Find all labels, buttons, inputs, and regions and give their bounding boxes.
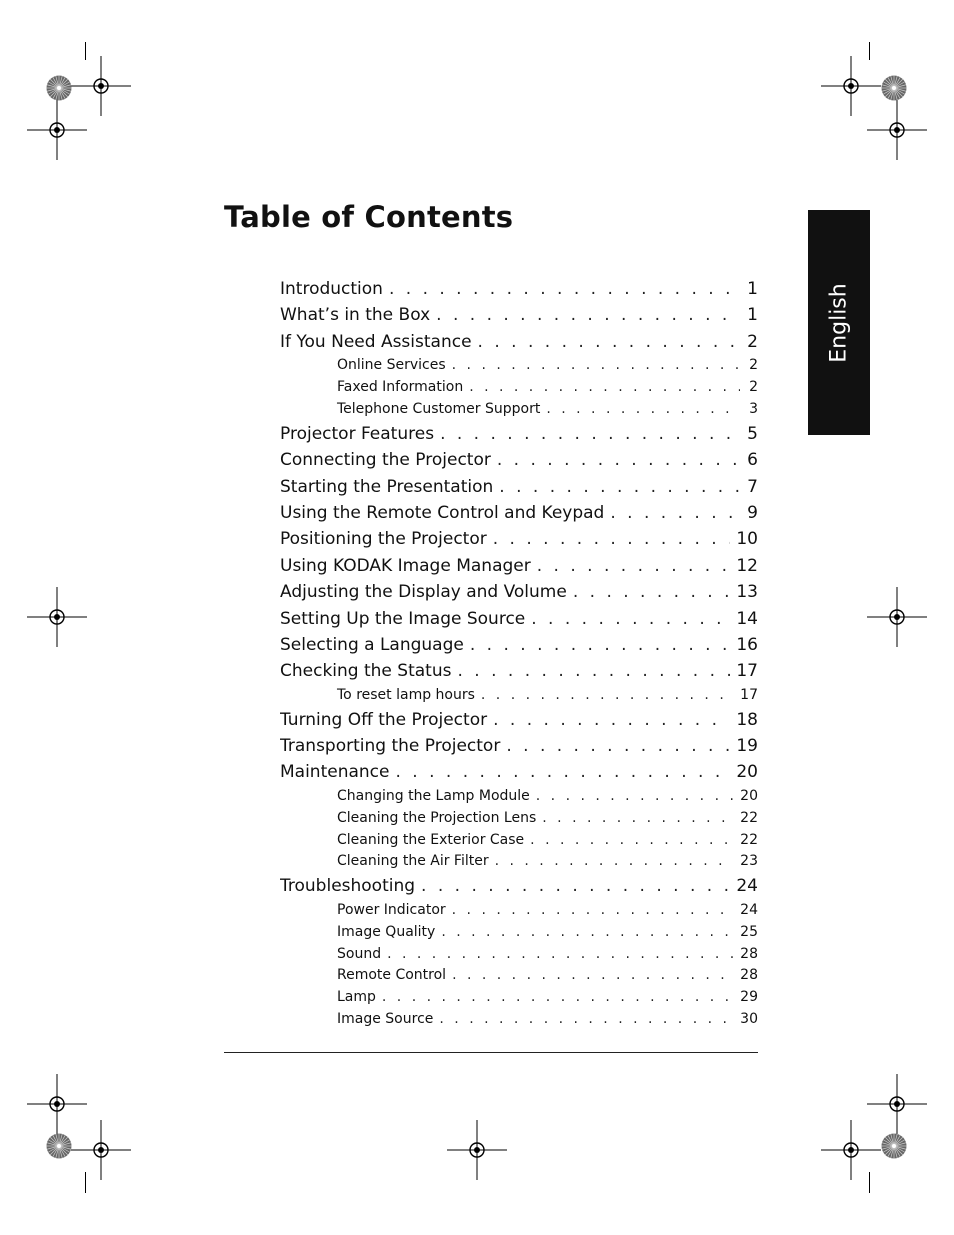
color-target-icon (46, 75, 72, 101)
language-tab-label: English (826, 282, 852, 363)
toc-entry-label: Image Source (337, 1011, 434, 1028)
dot-leader (497, 447, 740, 473)
toc-subentry[interactable] (280, 851, 758, 873)
toc-entry-page: 28 (740, 945, 758, 962)
registration-mark-icon (867, 1074, 927, 1134)
toc-entry-page: 12 (736, 555, 758, 576)
dot-leader (441, 922, 734, 944)
dot-leader (439, 1009, 734, 1031)
toc-entry[interactable] (280, 707, 758, 733)
toc-entry-page: 17 (736, 661, 758, 682)
language-tab (808, 210, 870, 435)
toc-entry-label: Cleaning the Air Filter (337, 853, 489, 870)
toc-subentry[interactable] (280, 355, 758, 377)
toc-entry[interactable] (280, 873, 758, 899)
dot-leader (452, 900, 735, 922)
toc-subentry[interactable] (280, 1009, 758, 1031)
dot-leader (440, 421, 740, 447)
toc-entry[interactable] (280, 474, 758, 500)
toc-entry-page: 29 (740, 989, 758, 1006)
toc-entry-page: 28 (740, 967, 758, 984)
toc-entry[interactable] (280, 421, 758, 447)
crop-mark (869, 42, 870, 60)
toc-entry-label: Lamp (337, 989, 376, 1006)
toc-subentry[interactable] (280, 685, 758, 707)
toc-entry-page: 1 (747, 305, 758, 326)
toc-entry-label: Transporting the Projector (280, 736, 501, 757)
dot-leader (382, 987, 734, 1009)
toc-entry-page: 22 (740, 809, 758, 826)
toc-subentry[interactable] (280, 786, 758, 808)
dot-leader (493, 707, 730, 733)
toc-entry-page: 13 (736, 582, 758, 603)
dot-leader (389, 276, 740, 302)
toc-entry-page: 3 (749, 400, 758, 417)
toc-entry-page: 19 (736, 736, 758, 757)
toc-entry-label: Sound (337, 945, 382, 962)
dot-leader (499, 474, 740, 500)
toc-entry-label: Image Quality (337, 923, 436, 940)
crop-mark (85, 1172, 86, 1193)
registration-mark-icon (27, 100, 87, 160)
dot-leader (537, 553, 731, 579)
dot-leader (506, 733, 730, 759)
toc-entry-label: Troubleshooting (280, 876, 416, 897)
toc-subentry[interactable] (280, 830, 758, 852)
toc-entry-page: 2 (747, 331, 758, 352)
dot-leader (546, 399, 740, 421)
toc-entry-label: Faxed Information (337, 379, 464, 396)
toc-entry-label: Remote Control (337, 967, 447, 984)
toc-entry-page: 16 (736, 634, 758, 655)
toc-entry-label: Cleaning the Exterior Case (337, 831, 525, 848)
toc-entry-label: Power Indicator (337, 901, 446, 918)
registration-mark-icon (71, 1120, 131, 1180)
color-target-icon (881, 1133, 907, 1159)
toc-entry-label: Connecting the Projector (280, 450, 491, 471)
toc-entry-label: If You Need Assistance (280, 331, 472, 352)
toc-entry[interactable] (280, 632, 758, 658)
dot-leader (436, 302, 740, 328)
toc-subentry[interactable] (280, 808, 758, 830)
toc-entry-page: 23 (740, 853, 758, 870)
dot-leader (481, 685, 734, 707)
toc-entry[interactable] (280, 447, 758, 473)
registration-mark-icon (27, 587, 87, 647)
toc-entry-label: Telephone Customer Support (337, 400, 541, 417)
color-target-icon (881, 75, 907, 101)
toc-entry-page: 24 (740, 901, 758, 918)
table-of-contents (280, 276, 758, 1031)
toc-subentry[interactable] (280, 922, 758, 944)
toc-entry-page: 5 (747, 423, 758, 444)
toc-entry-page: 22 (740, 831, 758, 848)
toc-entry-label: What’s in the Box (280, 305, 431, 326)
toc-entry-label: Starting the Presentation (280, 476, 494, 497)
toc-entry-page: 30 (740, 1011, 758, 1028)
toc-entry-page: 7 (747, 476, 758, 497)
dot-leader (536, 786, 734, 808)
toc-entry[interactable] (280, 579, 758, 605)
toc-entry[interactable] (280, 759, 758, 785)
toc-subentry[interactable] (280, 900, 758, 922)
dot-leader (457, 658, 730, 684)
toc-entry[interactable] (280, 553, 758, 579)
toc-entry-label: Using the Remote Control and Keypad (280, 503, 605, 524)
toc-entry[interactable] (280, 733, 758, 759)
toc-entry-page: 6 (747, 450, 758, 471)
dot-leader (452, 355, 740, 377)
toc-entry-label: Projector Features (280, 423, 435, 444)
toc-entry-label: Adjusting the Display and Volume (280, 582, 567, 603)
dot-leader (452, 965, 734, 987)
toc-entry-label: Checking the Status (280, 661, 452, 682)
toc-entry-page: 17 (740, 686, 758, 703)
toc-entry[interactable] (280, 329, 758, 355)
toc-entry-page: 24 (736, 876, 758, 897)
dot-leader (387, 944, 734, 966)
toc-entry-page: 10 (736, 529, 758, 550)
toc-entry-label: To reset lamp hours (337, 686, 475, 703)
crop-mark (869, 1172, 870, 1193)
toc-entry-label: Cleaning the Projection Lens (337, 809, 537, 826)
toc-entry-label: Setting Up the Image Source (280, 608, 526, 629)
dot-leader (531, 606, 730, 632)
toc-entry-page: 9 (747, 503, 758, 524)
dot-leader (478, 329, 740, 355)
toc-entry[interactable] (280, 276, 758, 302)
dot-leader (495, 851, 735, 873)
toc-subentry[interactable] (280, 377, 758, 399)
page-title: Table of Contents (224, 200, 514, 234)
dot-leader (573, 579, 731, 605)
toc-entry-label: Positioning the Projector (280, 529, 487, 550)
dot-leader (421, 873, 730, 899)
toc-entry[interactable] (280, 500, 758, 526)
dot-leader (470, 632, 731, 658)
dot-leader (469, 377, 740, 399)
registration-mark-icon (867, 100, 927, 160)
dot-leader (542, 808, 734, 830)
dot-leader (530, 830, 734, 852)
toc-entry-page: 18 (736, 709, 758, 730)
toc-entry-page: 20 (736, 762, 758, 783)
toc-entry[interactable] (280, 606, 758, 632)
toc-entry-label: Maintenance (280, 762, 390, 783)
dot-leader (493, 526, 731, 552)
toc-subentry[interactable] (280, 944, 758, 966)
toc-entry[interactable] (280, 526, 758, 552)
toc-subentry[interactable] (280, 987, 758, 1009)
toc-subentry[interactable] (280, 399, 758, 421)
toc-entry[interactable] (280, 302, 758, 328)
toc-entry-page: 2 (749, 379, 758, 396)
toc-entry-page: 14 (736, 608, 758, 629)
toc-entry-page: 25 (740, 923, 758, 940)
crop-mark (85, 42, 86, 60)
toc-entry-page: 20 (740, 787, 758, 804)
toc-entry-label: Selecting a Language (280, 634, 464, 655)
registration-mark-icon (447, 1120, 507, 1180)
dot-leader (395, 759, 730, 785)
toc-entry-label: Changing the Lamp Module (337, 787, 530, 804)
toc-entry-label: Turning Off the Projector (280, 709, 488, 730)
toc-entry-label: Online Services (337, 357, 446, 374)
registration-mark-icon (867, 587, 927, 647)
toc-entry[interactable] (280, 658, 758, 684)
toc-entry-page: 1 (747, 279, 758, 299)
toc-entry-label: Introduction (280, 279, 383, 299)
color-target-icon (46, 1133, 72, 1159)
footer-rule (224, 1052, 758, 1053)
toc-subentry[interactable] (280, 965, 758, 987)
toc-entry-label: Using KODAK Image Manager (280, 555, 531, 576)
dot-leader (610, 500, 740, 526)
toc-entry-page: 2 (749, 357, 758, 374)
